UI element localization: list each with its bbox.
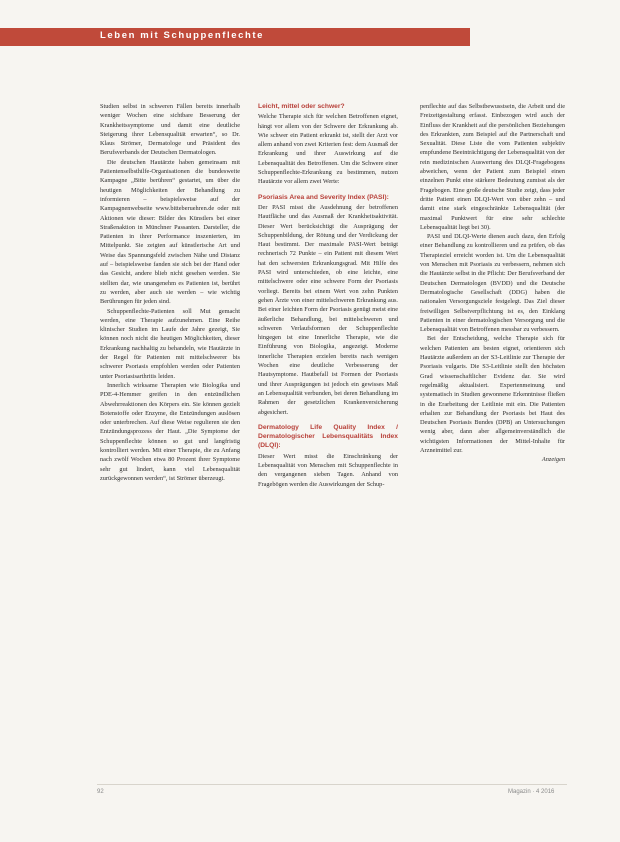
paragraph: Der PASI misst die Ausdehnung der betroffenen Hautfläche und das Ausmaß der Krankheitsaktivität. Dieser Wert berücksichtigt die Ausprägung der Schuppenbildung, der Rötung und der Verdickung der Haut bestimmt. Der maximale PASI-Wert beträgt rechnerisch 72 Punkte – ein Patient mit diesem Wert hat den schwersten Erkrankungsgrad. Mit Hilfe des PASI wird unterschieden, ob eine leichte, eine mittelschwere oder eine schwere Form der Psoriasis vorliegt. Bereits bei einem Wert von zehn Punkten gehen Ärzte von einer mittelschweren Erkrankung aus. Bei einer leichten Form der Psoriasis genügt meist eine äußerliche Behandlung, bei mittelschweren und schweren Verlaufsformen der Schuppenflechte hingegen ist eine Innerliche Therapie, wie die Einführung von Biologika, angezeigt. Moderne innerliche Therapien erzielen bereits nach wenigen Wochen eine deutliche Verbesserung der Hautsymptome. Hautbefall ist Formen der Psoriasis und ihrer Ausprägungen ist jedoch ein gewisses Maß an Lebensqualität verbunden, bei deren Behandlung im Rahmen der gesetzlichen Krankenversicherung abgesichert. (258, 203, 398, 416)
issue-label: Magazin · 4 2016 (508, 789, 555, 795)
page-number: 92 (97, 789, 104, 795)
text-column-3 (420, 102, 565, 465)
paragraph: PASI und DLQI-Werte dienen auch dazu, den Erfolg einer Behandlung zu kontrollieren und zu prüfen, ob das Therapieziel erreicht worden ist. Um die Lebensqualität von Menschen mit Psoriasis zu verbessern, nehmen sich die Hautärzte selbst in die Pflicht: Der Berufsverband der Deutschen Dermatologen (BVDD) und die Deutsche Dermatologische Gesellschaft (DDG) haben die nationalen Versorgungsziele festgelegt. Das Ziel dieser freiwilligen Selbstverpflichtung ist es, den Einklang Patienten in einer dermatologischen Versorgung und die Lebensqualität von Betroffenen messbar zu verbessern. (420, 233, 565, 334)
paragraph: Die deutschen Hautärzte haben gemeinsam mit Patientenselbsthilfe-Organisationen die bundesweite Kampagne „Bitte berühren“ gestartet, um über die heutigen Möglichkeiten der Behandlung zu informieren – beispielsweise auf der Kampagnenwebseite www.bitteberuehren.de oder mit Aktionen wie dieser: Bilder des Künstlers bei einer Straßenaktion in Münchner Passanten. Darsteller, die Patienten in ihrer Performance inszenierten, im Mittelpunkt. Sie zeigten auf künstlerische Art und Weise das Spannungsfeld zwischen Nähe und Distanz auf – beispielsweise fanden sie sich bei der Hand oder das Gesicht, andere blieb nicht gesehen werden. Sie stellten dar, wie unangenehm es Patienten ist, berührt zu werden, aber auch sie werden – wie wichtig Berührungen für jeden sind. (100, 158, 240, 306)
subheading-pasi: Psoriasis Area and Severity Index (PASI): (258, 193, 389, 201)
paragraph: Welche Therapie sich für welchen Betroffenen eignet, hängt vor allem von der Schwere der Erkrankung ab. Wie schwer ein Patient erkrankt ist, stellt der Arzt vor allem anhand von zwei Kriterien fest: dem Ausmaß der Erkrankung und ihrer Auswirkung auf die Lebensqualität des Betroffenen. Um die Schwere einer Schuppenflechte-Erkrankung zu bestimmen, nutzen Hautärzte vor allem zwei Werte: (258, 113, 398, 186)
section-header-bar (0, 28, 470, 46)
subheading-severity: Leicht, mittel oder schwer? (258, 103, 345, 110)
section-title: Leben mit Schuppenflechte (100, 30, 265, 41)
paragraph: Schuppenflechte-Patienten soll Mut gemacht werden, eine Therapie aufzunehmen. Eine Reihe klinischer Studien im Laufe der Jahre gezeigt, Sie können noch nicht die heutigen Möglichkeiten, dieser Erkrankung nachhaltig zu behandeln, wie Hautärzte in der Regel für Patienten mit mittelschwerer bis schwerer Psoriasis empfohlen werden oder Patienten unter Psoriasisarthritis leiden. (100, 307, 240, 380)
signature: Anzeigen (541, 456, 565, 464)
subheading-dlqi: Dermatology Life Quality Index / Dermatologischer Lebensqualitäts Index (DLQI): (258, 423, 398, 450)
paragraph: Dieser Wert misst die Einschränkung der Lebensqualität von Menschen mit Schuppenflechte in den vergangenen sieben Tagen. Anhand von Fragebögen werden die Auswirkungen der Schup- (258, 452, 398, 488)
text-column-2 (258, 102, 398, 489)
paragraph: penflechte auf das Selbstbewusstsein, die Arbeit und die Freizeitgestaltung erfasst. Einbezogen wird auch der Einfluss der Krankheit auf die persönlichen Beziehungen des Erkrankten, zum Beispiel auf die Partnerschaft und Sexualität. Diese Liste die vom Patienten subjektiv empfundene Beeinträchtigung der Lebensqualität von der rein medizinischen Auswertung des DLQI-Fragebogens abweichen, wenn der Patient zum Beispiel einen einzelnen Punkt eine stärkere Bedeutung zumisst als der Fragebogen. Eine große deutsche Studie zeigt, dass jeder dritte Patient einen DLQI-Wert von über zehn – und damit eine stark eingeschränkte Lebensqualität (der maximal Punktwert für eine sehr schlechte Lebensqualität liegt bei 30). (420, 103, 565, 231)
paragraph: Studien selbst in schweren Fällen bereits innerhalb weniger Wochen eine sichtbare Besserung der Krankheitssymptome und damit eine deutliche Steigerung ihrer Lebensqualität erwarten“, so Dr. Klaus Strömer, Dermatologe und Präsident des Berufsverbands der Deutschen Dermatologen. (100, 103, 240, 157)
footer-divider (97, 784, 567, 785)
text-column-1 (100, 102, 240, 483)
paragraph: Innerlich wirksame Therapien wie Biologika und PDE-4-Hemmer greifen in den entzündlichen Abwehrreaktionen des Körpers ein. Sie können gezielt Botenstoffe oder Enzyme, die Entzündungen auslösen oder unterbrechen. Auf diese Weise regulieren sie den Entzündungsprozess der Haut. „Die Symptome der Schuppenflechte können so gut und langfristig kontrolliert werden. Mit einer Therapie, die zu Anfang nach zwölf Wochen etwa 80 Prozent ihrer Symptome sehr gut lindert, kann viel Lebensqualität zurückgewonnen werden“, ist Strömer überzeugt. (100, 381, 240, 482)
paragraph: Bei der Entscheidung, welche Therapie sich für welchen Patienten am besten eignet, orientieren sich Hautärzte außerdem an der S3-Leitlinie zur Therapie der Psoriasis vulgaris. Die S3-Leitlinie stellt den höchsten Grad wissenschaftlicher Evidenz dar. Sie wird regelmäßig aktualisiert. Expertenmeinung und systematisch in Studien gewonnene Erkenntnisse fließen in die Erarbeitung der Leitlinie mit ein. Die Patienten erhalten zur Behandlung der Psoriasis bei Haut des Deutschen Psoriasis Bundes (DPB) an Untersuchungen wenig aber, dann aber allgemeinverständlich die wichtigsten Informationen der Mittel-Inhalte für Arzneimittel zur. (420, 335, 565, 454)
